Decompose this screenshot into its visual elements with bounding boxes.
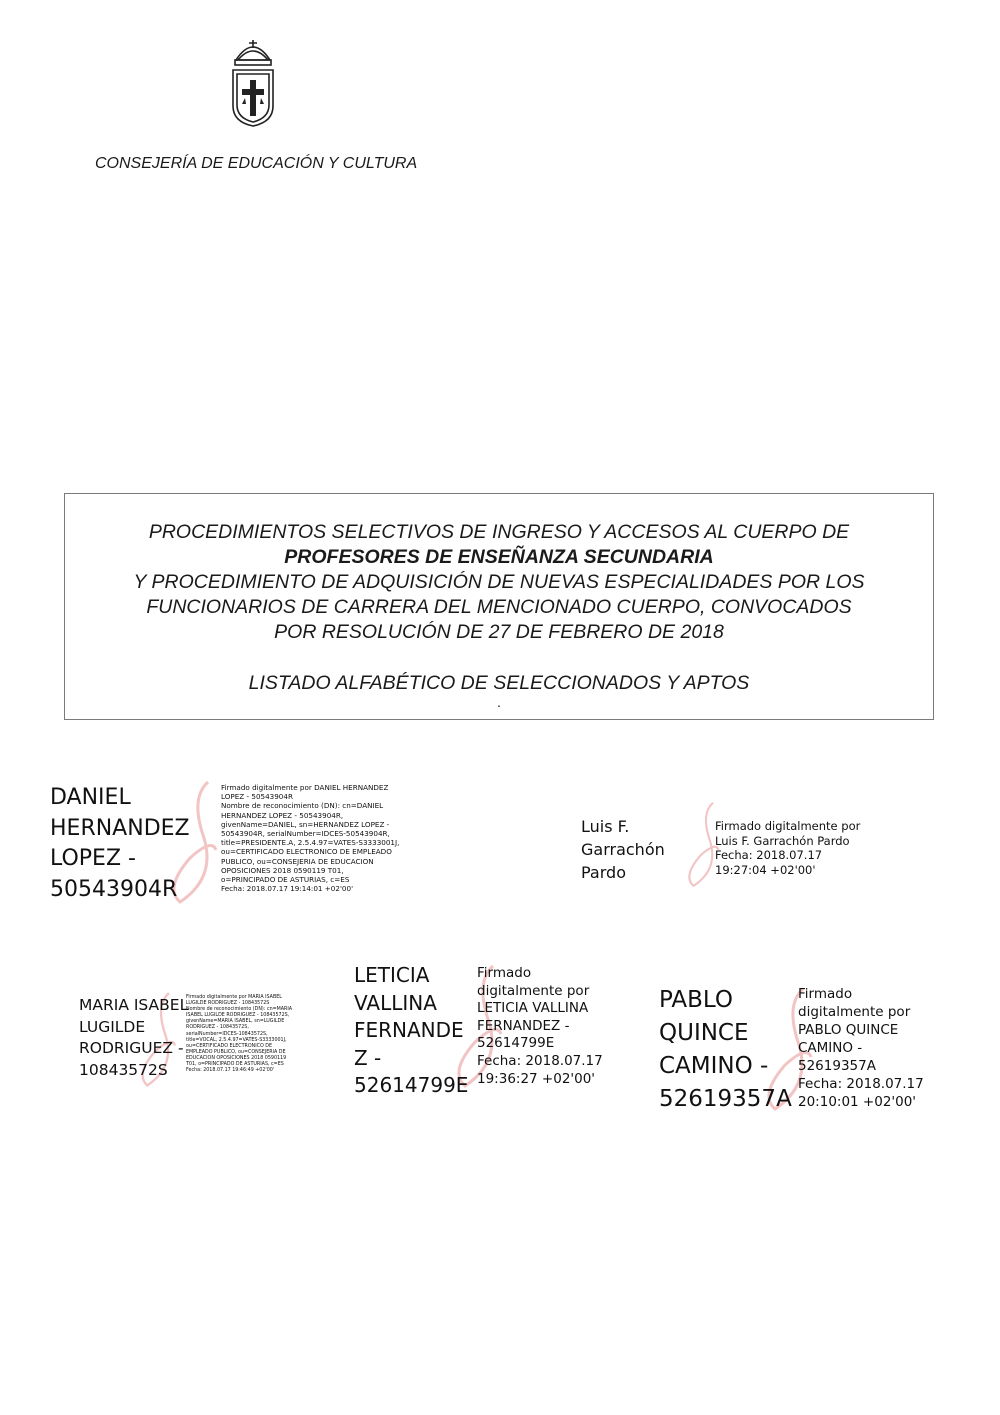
signature-detail-line: EDUCACION OPOSICIONES 2018 0590119 [186,1055,287,1061]
signer-name-line: 10843572S [79,1060,168,1079]
title-line-4: FUNCIONARIOS DE CARRERA DEL MENCIONADO CUERPO, CONVOCADOS [146,596,852,618]
signature-detail-line: Nombre de reconocimiento (DN): cn=DANIEL [221,801,384,811]
signature-detail-line: 52619357A [798,1058,876,1074]
signer-name-line: QUINCE [659,1020,749,1046]
title-line-5: POR RESOLUCIÓN DE 27 DE FEBRERO DE 2018 [274,621,724,643]
signer-name-line: CAMINO - [659,1053,769,1079]
signer-name-line: FERNANDE [354,1018,464,1042]
signer-name-line: HERNANDEZ [50,815,190,841]
signer-name-line: Luis F. [581,817,630,836]
signature-detail-line: PUBLICO, ou=CONSEJERIA DE EDUCACION [221,856,374,866]
signature-detail-line: Fecha: 2018.07.17 [477,1052,603,1069]
signature-detail-line: PABLO QUINCE [798,1022,899,1038]
signature-detail-line: digitalmente por [477,982,590,999]
signer-name-line: DANIEL [50,785,131,810]
organization-name: CONSEJERÍA DE EDUCACIÓN Y CULTURA [95,155,418,172]
signature-detail-line: HERNANDEZ LOPEZ - 50543904R, [221,810,344,820]
subtitle-dot: . [497,694,501,710]
signature-detail-line: LETICIA VALLINA [477,1000,589,1017]
signature-detail-line: Firmado digitalmente por DANIEL HERNANDEZ [221,783,389,792]
title-box [64,493,934,720]
signer-name-line: LUGILDE [79,1017,146,1036]
signer-name-line: 50543904R [50,876,178,902]
signature-detail-line: serialNumber=IDCES-10843572S, [186,1031,268,1037]
signature-detail-line: ou=CERTIFICADO ELECTRONICO DE EMPLEADO [221,847,392,857]
signature-detail-line: ou=CERTIFICADO ELECTRONICO DE [186,1043,273,1049]
signature-detail-line: 19:36:27 +02'00' [477,1070,596,1087]
signature-detail-line: Firmado digitalmente por [715,819,861,833]
signature-detail-line: Nombre de reconocimiento (DN): cn=MARIA [186,1007,293,1013]
signature-detail-line: LUGILDE RODRIGUEZ - 10843572S [186,1001,270,1007]
asturias-crest-icon [228,38,278,128]
signer-name-line: 52614799E [354,1073,469,1097]
signature-detail-line: Fecha: 2018.07.17 19:14:01 +02'00' [221,884,354,894]
signer-name-line: LETICIA [354,963,430,987]
signature-detail-line: title=PRESIDENTE.A, 2.5.4.97=VATES-S3333001J, [221,838,400,848]
signature-detail-line: givenName=DANIEL, sn=HERNANDEZ LOPEZ - [221,819,390,829]
title-line-2: PROFESORES DE ENSEÑANZA SECUNDARIA [284,546,714,568]
signer-name-line: 52619357A [659,1086,792,1112]
signature-detail-line: CAMINO - [798,1040,863,1056]
signature-detail-line: 20:10:01 +02'00' [798,1094,917,1110]
signer-name-line: LOPEZ - [50,846,136,871]
signature-detail-line: digitalmente por [798,1004,911,1020]
signature-detail-line: o=PRINCIPADO DE ASTURIAS, c=ES [221,875,350,885]
signature-detail-line: RODRIGUEZ - 10843572S, [186,1025,249,1031]
signature-detail-line: FERNANDEZ - [477,1017,570,1034]
signer-name-line: Garrachón [581,840,665,859]
signer-name-line: Pardo [581,863,626,882]
signer-name-line: VALLINA [354,990,437,1015]
signature-detail-line: OPOSICIONES 2018 0590119 T01, [221,865,344,875]
signer-name-line: RODRIGUEZ - [79,1039,184,1057]
signature-detail-line: Firmado digitalmente por MARIA ISABEL [186,995,282,1000]
signature-detail-line: Fecha: 2018.07.17 [715,848,823,862]
signature-detail-line: 50543904R, serialNumber=IDCES-50543904R, [221,829,390,839]
signature-detail-line: EMPLEADO PUBLICO, ou=CONSEJERIA DE [186,1049,286,1055]
signer-name-line: MARIA ISABEL [79,996,189,1014]
signer-name-line: PABLO [659,987,734,1013]
signature-detail-line: Firmado [477,965,532,981]
title-line-1: PROCEDIMIENTOS SELECTIVOS DE INGRESO Y ACCESOS AL CUERPO DE [148,521,850,543]
signature-detail-line: 19:27:04 +02'00' [715,862,816,877]
signature-detail-line: Firmado [798,986,853,1002]
signer-name-line: Z - [354,1045,382,1070]
signature-detail-line: givenName=MARIA ISABEL, sn=LUGILDE [186,1019,285,1025]
signature-detail-line: title=VOCAL, 2.5.4.97=VATES-S3333001J, [186,1037,287,1043]
signature-detail-line: Fecha: 2018.07.17 [798,1076,924,1092]
signature-detail-line: Luis F. Garrachón Pardo [715,833,850,848]
title-line-3: Y PROCEDIMIENTO DE ADQUISICIÓN DE NUEVAS ESPECIALIDADES POR LOS [133,571,865,593]
signature-detail-line: Fecha: 2018.07.17 19:46:49 +02'00' [186,1068,275,1074]
list-subtitle: LISTADO ALFABÉTICO DE SELECCIONADOS Y APTOS [248,672,750,694]
signature-detail-line: 52614799E [477,1035,555,1052]
signature-detail-line: ISABEL LUGILDE RODRIGUEZ - 10843572S, [186,1013,290,1019]
signature-detail-line: LOPEZ - 50543904R [221,792,293,802]
signature-detail-line: T01, o=PRINCIPADO DE ASTURIAS, c=ES [186,1062,284,1068]
